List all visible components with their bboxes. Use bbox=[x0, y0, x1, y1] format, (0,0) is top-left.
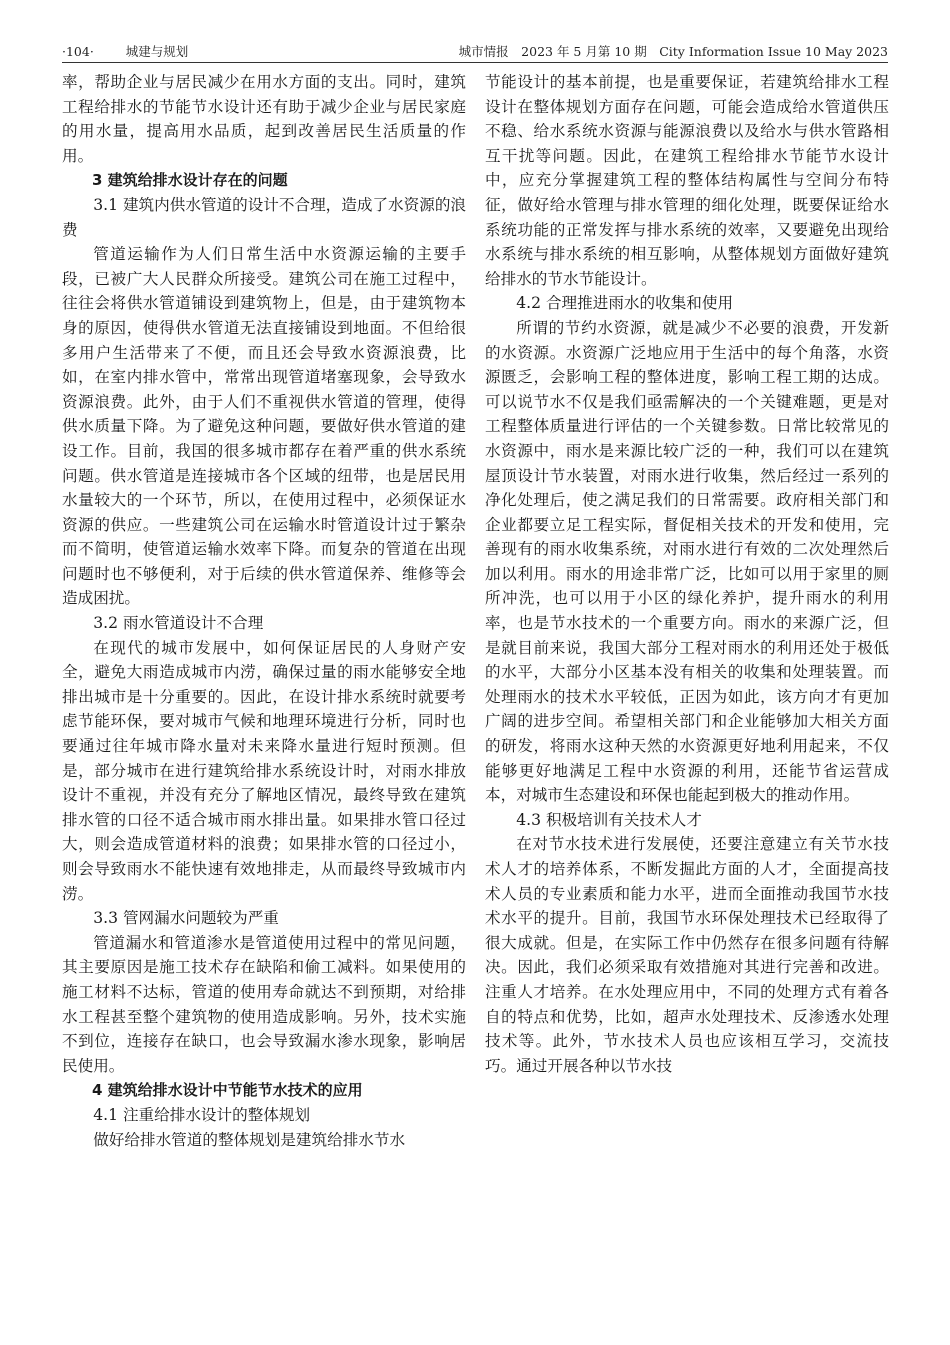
right-column bbox=[485, 70, 889, 1078]
section-heading: 4 建筑给排水设计中节能节水技术的应用 bbox=[92, 1081, 363, 1100]
section-heading: 3 建筑给排水设计存在的问题 bbox=[92, 171, 288, 190]
paragraph: 所谓的节约水资源，就是减少不必要的浪费，开发新的水资源。水资源广泛地应用于生活中的每个角落，水资源匮乏，会影响工程的整体进度，影响工程工期的达成。可以说节水不仅是我们亟需解决的一个关键难题，更是对工程整体质量进行评估的一个关键参数。日常比较常见的水资源中，雨水是来源比较广泛的一种，我们可以在建筑屋顶设计节水装置，对雨水进行收集，然后经过一系列的净化处理后，使之满足我们的日常需要。政府相关部门和企业都要立足工程实际，督促相关技术的开发和使用，完善现有的雨水收集系统，对雨水进行有效的二次处理然后加以利用。雨水的用途非常广泛，比如可以用于家里的厕所冲洗，也可以用于小区的绿化养护，提升雨水的利用率，也是节水技术的一个重要方向。雨水的来源广泛，但是就目前来说，我国大部分工程对雨水的利用还处于极低的水平，大部分小区基本没有相关的收集和处理装置。而处理雨水的技术水平较低，正因为如此，该方向才有更加广阔的进步空间。希望相关部门和企业能够加大相关方面的研发，将雨水这种天然的水资源更好地利用起来，不仅能够更好地满足工程中水资源的利用，还能节省运营成本，对城市生态建设和环保也能起到极大的推动作用。 bbox=[485, 318, 889, 805]
header-left bbox=[62, 42, 188, 60]
subsection-heading: 3.1 建筑内供水管道的设计不合理，造成了水资源的浪费 bbox=[62, 195, 467, 239]
page-number: ·104· bbox=[62, 44, 94, 59]
paragraph: 管道运输作为人们日常生活中水资源运输的主要手段，已被广大人民群众所接受。建筑公司在施工过程中，往往会将供水管道铺设到建筑物上，但是，由于建筑物本身的原因，使得供水管道无法直接铺设到地面。不但给很多用户生活带来了不便，而且还会导致水资源浪费，比如，在室内排水管中，常常出现管道堵塞现象，会导致水资源浪费。此外，由于人们不重视供水管道的管理，使得供水质量下降。为了避免这种问题，要做好供水管道的建设工作。目前，我国的很多城市都存在着严重的供水系统问题。供水管道是连接城市各个区域的纽带，也是居民用水量较大的一个环节，所以，在使用过程中，必须保证水资源的供应。一些建筑公司在运输水时管道设计过于繁杂而不简明，使管道运输水效率下降。而复杂的管道在出现问题时也不够便利，对于后续的供水管道保养、维修等会造成困扰。 bbox=[62, 245, 466, 608]
running-header bbox=[62, 38, 888, 63]
paragraph-continued: 率，帮助企业与居民减少在用水方面的支出。同时，建筑工程给排水的节能节水设计还有助于减少企业与居民家庭的用水量，提高用水品质，起到改善居民生活质量的作用。 bbox=[62, 73, 466, 165]
subsection-heading: 4.1 注重给排水设计的整体规划 bbox=[93, 1105, 311, 1124]
paragraph: 在对节水技术进行发展使，还要注意建立有关节水技术人才的培养体系，不断发掘此方面的人才，全面提高技术人员的专业素质和能力水平，进而全面推动我国节水技术水平的提升。目前，我国节水环保处理技术已经取得了很大成就。但是，在实际工作中仍然存在很多问题有待解决。因此，我们必须采取有效措施对其进行完善和改进。注重人才培养。在水处理应用中，不同的处理方式有着各自的特点和优势，比如，超声水处理技术、反渗透水处理技术等。此外，节水技术人员也应该相互学习，交流技巧。通过开展各种以节水技 bbox=[485, 835, 889, 1075]
paragraph-continued: 节能设计的基本前提，也是重要保证，若建筑给排水工程设计在整体规划方面存在问题，可能会造成给水管道供压不稳、给水系统水资源与能源浪费以及给水与供水管路相互干扰等问题。因此，在建筑工程给排水节能节水设计中，应充分掌握建筑工程的整体结构属性与空间分布特征，做好给水管理与排水管理的细化处理，既要保证给水系统功能的正常发挥与排水系统的效率，又要避免出现给水系统与排水系统的相互影响，从整体规划方面做好建筑给排水的节水节能设计。 bbox=[485, 73, 889, 288]
paragraph: 在现代的城市发展中，如何保证居民的人身财产安全，避免大雨造成城市内涝，确保过量的雨水能够安全地排出城市是十分重要的。因此，在设计排水系统时就要考虑节能环保，要对城市气候和地理环境进行分析，同时也要通过往年城市降水量对未来降水量进行短时预测。但是，部分城市在进行建筑给排水系统设计时，对雨水排放设计不重视，并没有充分了解地区情况，最终导致在建筑排水管的口径不适合城市雨水排出量。如果排水管口径过大，则会造成管道材料的浪费；如果排水管的口径过小，则会导致雨水不能快速有效地排走，从而最终导致城市内涝。 bbox=[62, 638, 466, 903]
left-column bbox=[62, 70, 466, 1152]
section-title: 城建与规划 bbox=[125, 44, 189, 59]
journal-info: 城市情报 2023 年 5 月第 10 期 City Information Issue 10 May 2023 bbox=[458, 44, 888, 59]
subsection-heading: 4.2 合理推进雨水的收集和使用 bbox=[516, 294, 734, 313]
subsection-heading: 3.3 管网漏水问题较为严重 bbox=[93, 909, 279, 928]
paragraph: 管道漏水和管道渗水是管道使用过程中的常见问题，其主要原因是施工技术存在缺陷和偷工减料。如果使用的施工材料不达标，管道的使用寿命就达不到预期，对给排水工程甚至整个建筑物的使用造成影响。另外，技术实施不到位，连接存在缺口，也会导致漏水渗水现象，影响居民使用。 bbox=[62, 933, 466, 1075]
subsection-heading: 3.2 雨水管道设计不合理 bbox=[93, 614, 264, 633]
paragraph: 做好给排水管道的整体规划是建筑给排水节水 bbox=[93, 1130, 406, 1149]
subsection-heading: 4.3 积极培训有关技术人才 bbox=[516, 810, 702, 829]
